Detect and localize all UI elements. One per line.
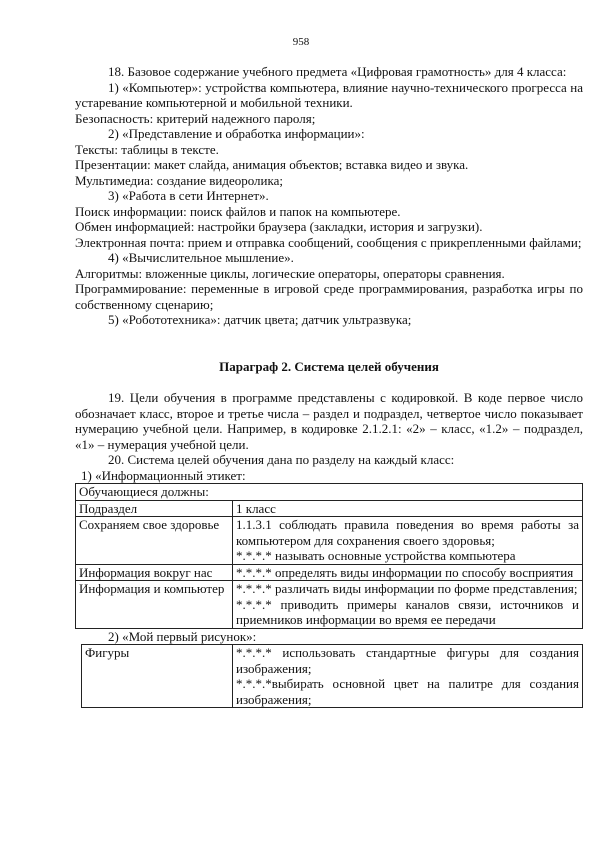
- section-18-item-2a: Тексты: таблицы в тексте.: [75, 141, 219, 157]
- table-row: [76, 581, 583, 629]
- goal-text: 1.1.3.1 соблюдать правила поведения во время работы за компьютером для сохранения своего здоровья;: [236, 517, 579, 548]
- document-body: [75, 64, 583, 708]
- section-18-item-1: 1) «Компьютер»: устройства компьютера, влияние научно-технического прогресса на устаревание компьютерной и мобильной техники.: [75, 79, 583, 110]
- goal-text: *.*.*.* называть основные устройства компьютера: [236, 548, 516, 563]
- table-row: [76, 484, 583, 501]
- page-number: 958: [292, 36, 310, 48]
- goal-text: *.*.*.* приводить примеры каналов связи, источников и приемников информации во время ее передачи: [236, 596, 579, 627]
- section-18-title: 18. Базовое содержание учебного предмета «Цифровая грамотность» для 4 класса:: [108, 64, 567, 79]
- goal-text: *.*.*.* определять виды информации по способу восприятия: [236, 564, 574, 580]
- goal-text: *.*.*.*выбирать основной цвет на палитре для создания изображения;: [236, 676, 579, 707]
- table-row: [76, 517, 583, 565]
- section-18-item-2c: Мультимедиа: создание видеоролика;: [75, 172, 283, 188]
- subsection-cell: Сохраняем свое здоровье: [76, 517, 233, 565]
- goals-cell: [233, 517, 583, 565]
- table-row: [76, 564, 583, 581]
- goals-table-2: [81, 644, 583, 708]
- section-18-item-4b: Программирование: переменные в игровой среде программирования, разработка игры по собственному сценарию;: [75, 281, 583, 312]
- table-1-caption: 1) «Информационный этикет:: [81, 467, 246, 483]
- section-18-item-3c: Электронная почта: прием и отправка сообщений, сообщения с прикрепленными файлами;: [75, 234, 582, 250]
- goal-text: *.*.*.* использовать стандартные фигуры для создания изображения;: [236, 645, 579, 676]
- section-18-item-2: 2) «Представление и обработка информации»:: [108, 126, 365, 141]
- paragraph-heading: Параграф 2. Система целей обучения: [219, 358, 439, 374]
- subsection-cell: Информация и компьютер: [76, 581, 233, 629]
- section-20: 20. Система целей обучения дана по разделу на каждый класс:: [108, 452, 455, 467]
- section-18-item-2b: Презентации: макет слайда, анимация объектов; вставка видео и звука.: [75, 157, 469, 172]
- column-header-grade: 1 класс: [233, 500, 583, 517]
- subsection-cell: Фигуры: [82, 645, 233, 708]
- section-18-item-3a: Поиск информации: поиск файлов и папок на компьютере.: [75, 203, 401, 219]
- section-18-item-1a: Безопасность: критерий надежного пароля;: [75, 110, 316, 126]
- section-18-item-4: 4) «Вычислительное мышление».: [108, 250, 294, 265]
- goals-cell: [233, 564, 583, 581]
- section-18-item-3b: Обмен информацией: настройки браузера (закладки, история и загрузки).: [75, 219, 483, 234]
- subsection-cell: Информация вокруг нас: [76, 564, 233, 581]
- table-header-full: Обучающиеся должны:: [76, 484, 583, 501]
- section-18-item-5: 5) «Робототехника»: датчик цвета; датчик ультразвука;: [108, 312, 412, 327]
- section-18-item-4a: Алгоритмы: вложенные циклы, логические операторы, операторы сравнения.: [75, 265, 505, 281]
- section-19: 19. Цели обучения в программе представлены с кодировкой. В коде первое число обозначает класс, второе и третье числа – раздел и подраздел, четвертое число показывает нумерацию учебной цели. Например, в кодировке 2.1.2.1: «2» – класс, «1.2» – подраздел, «1» – нумерация учебной цели.: [75, 390, 583, 452]
- table-2-caption: 2) «Мой первый рисунок»:: [108, 628, 257, 644]
- column-header-subsection: Подраздел: [76, 500, 233, 517]
- goals-cell: [233, 645, 583, 708]
- goal-text: *.*.*.* различать виды информации по форме представления;: [236, 581, 578, 596]
- goals-cell: [233, 581, 583, 629]
- table-row: [82, 645, 583, 708]
- section-18-item-3: 3) «Работа в сети Интернет».: [108, 188, 269, 203]
- goals-table-1: [75, 483, 583, 629]
- table-row: [76, 500, 583, 517]
